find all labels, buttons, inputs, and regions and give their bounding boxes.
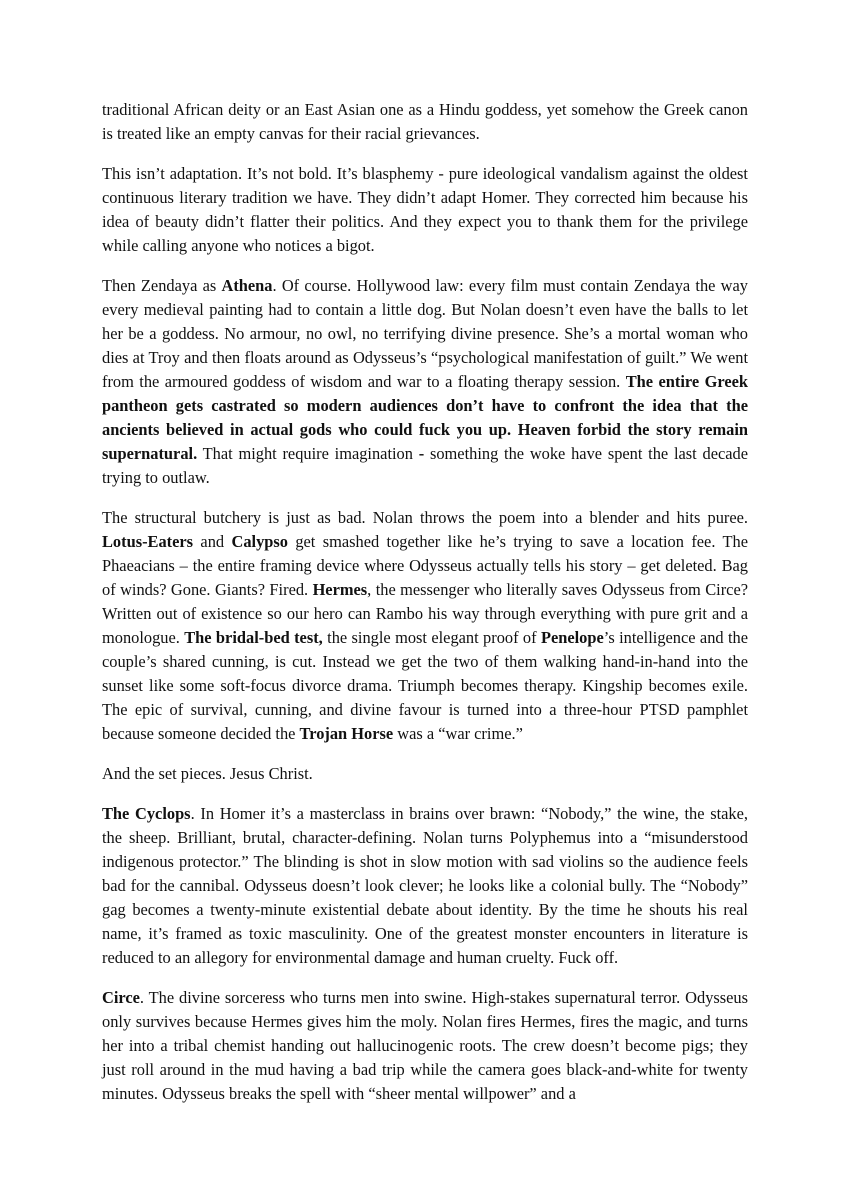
bold-text-run: Calypso bbox=[231, 532, 288, 551]
paragraph bbox=[102, 162, 748, 258]
bold-text-run: Penelope bbox=[540, 628, 604, 647]
text-run: . The divine sorceress who turns men into swine. High-stakes supernatural terror. Odysseus only survives because Hermes gives him the moly. Nolan fires Hermes, fires the magic, and turns her into a tribal chemist handing out hallucinogenic roots. The crew doesn’t become pigs; they just roll around in the mud having a bad trip while the camera goes black-and-white for twenty minutes. Odysseus breaks the spell with “sheer mental willpower” and a bbox=[102, 988, 748, 1103]
paragraph bbox=[102, 274, 748, 490]
text-run: The structural butchery is just as bad. Nolan throws the poem into a blender and hits puree. bbox=[102, 508, 748, 527]
text-run: was a “war crime.” bbox=[393, 724, 523, 743]
paragraph bbox=[102, 506, 748, 746]
bold-text-run: The Cyclops bbox=[102, 804, 191, 823]
text-run: , the messenger who literally saves Odysseus from Circe? Written out of existence so our hero can Rambo his way through everything with pure grit and a monologue. bbox=[102, 580, 748, 647]
bold-text-run: - bbox=[418, 444, 425, 463]
text-run: get smashed together like he’s trying to save a location fee. The Phaeacians – the entire framing device where Odysseus actually tells his story – get deleted. Bag of winds? Gone. Giants? Fired. bbox=[102, 532, 748, 599]
bold-text-run: Hermes bbox=[312, 580, 368, 599]
text-run: That might require imagination bbox=[197, 444, 419, 463]
paragraph bbox=[102, 986, 748, 1106]
text-run: and bbox=[193, 532, 232, 551]
bold-text-run: Lotus-Eaters bbox=[102, 532, 194, 551]
bold-text-run: Athena bbox=[221, 276, 273, 295]
text-run: ’s intelligence and the couple’s shared cunning, is cut. Instead we get the two of them walking hand-in-hand into the sunset like some soft-focus divorce drama. Triumph becomes therapy. Kingship becomes exile. The epic of survival, cunning, and divine favour is turned into a three-hour PTSD pamphlet because someone decided the bbox=[102, 628, 748, 743]
paragraph bbox=[102, 802, 748, 970]
text-run: And the set pieces. Jesus Christ. bbox=[102, 764, 313, 783]
bold-text-run: Circe bbox=[102, 988, 140, 1007]
text-run: something the woke have spent the last decade trying to outlaw. bbox=[102, 444, 749, 487]
text-run: . Of course. Hollywood law: every film must contain Zendaya the way every medieval painting had to contain a little dog. But Nolan doesn’t even have the balls to let her be a goddess. No armour, no owl, no terrifying divine presence. She’s a mortal woman who dies at Troy and then floats around as Odysseus’s “psychological manifestation of guilt.” We went from the armoured goddess of wisdom and war to a floating therapy session. bbox=[102, 276, 748, 391]
document-page bbox=[102, 98, 748, 1122]
bold-text-run: The bridal-bed test, bbox=[184, 628, 323, 647]
text-run: This isn’t adaptation. It’s not bold. It’s blasphemy - pure ideological vandalism against the oldest continuous literary tradition we have. They didn’t adapt Homer. They corrected him because his idea of beauty didn’t flatter their politics. And they expect you to thank them for the privilege while calling anyone who notices a bigot. bbox=[102, 164, 748, 255]
paragraph bbox=[102, 762, 748, 786]
bold-text-run: Trojan Horse bbox=[299, 724, 394, 743]
bold-text-run: The entire Greek pantheon gets castrated so modern audiences don’t have to confront the idea that the ancients believed in actual gods who could fuck you up. Heaven forbid the story remain supernatural. bbox=[102, 372, 748, 463]
text-run: the single most elegant proof of bbox=[322, 628, 541, 647]
text-run: Then Zendaya as bbox=[102, 276, 222, 295]
paragraph bbox=[102, 98, 748, 146]
text-run: traditional African deity or an East Asian one as a Hindu goddess, yet somehow the Greek canon is treated like an empty canvas for their racial grievances. bbox=[102, 100, 748, 143]
text-run: . In Homer it’s a masterclass in brains over brawn: “Nobody,” the wine, the stake, the sheep. Brilliant, brutal, character-defining. Nolan turns Polyphemus into a “misunderstood indigenous protector.” The blinding is shot in slow motion with sad violins so the audience feels bad for the cannibal. Odysseus doesn’t look clever; he looks like a colonial bully. The “Nobody” gag becomes a twenty-minute existential debate about identity. By the time he shouts his real name, it’s framed as toxic masculinity. One of the greatest monster encounters in literature is reduced to an allegory for environmental damage and human cruelty. Fuck off. bbox=[102, 804, 748, 967]
